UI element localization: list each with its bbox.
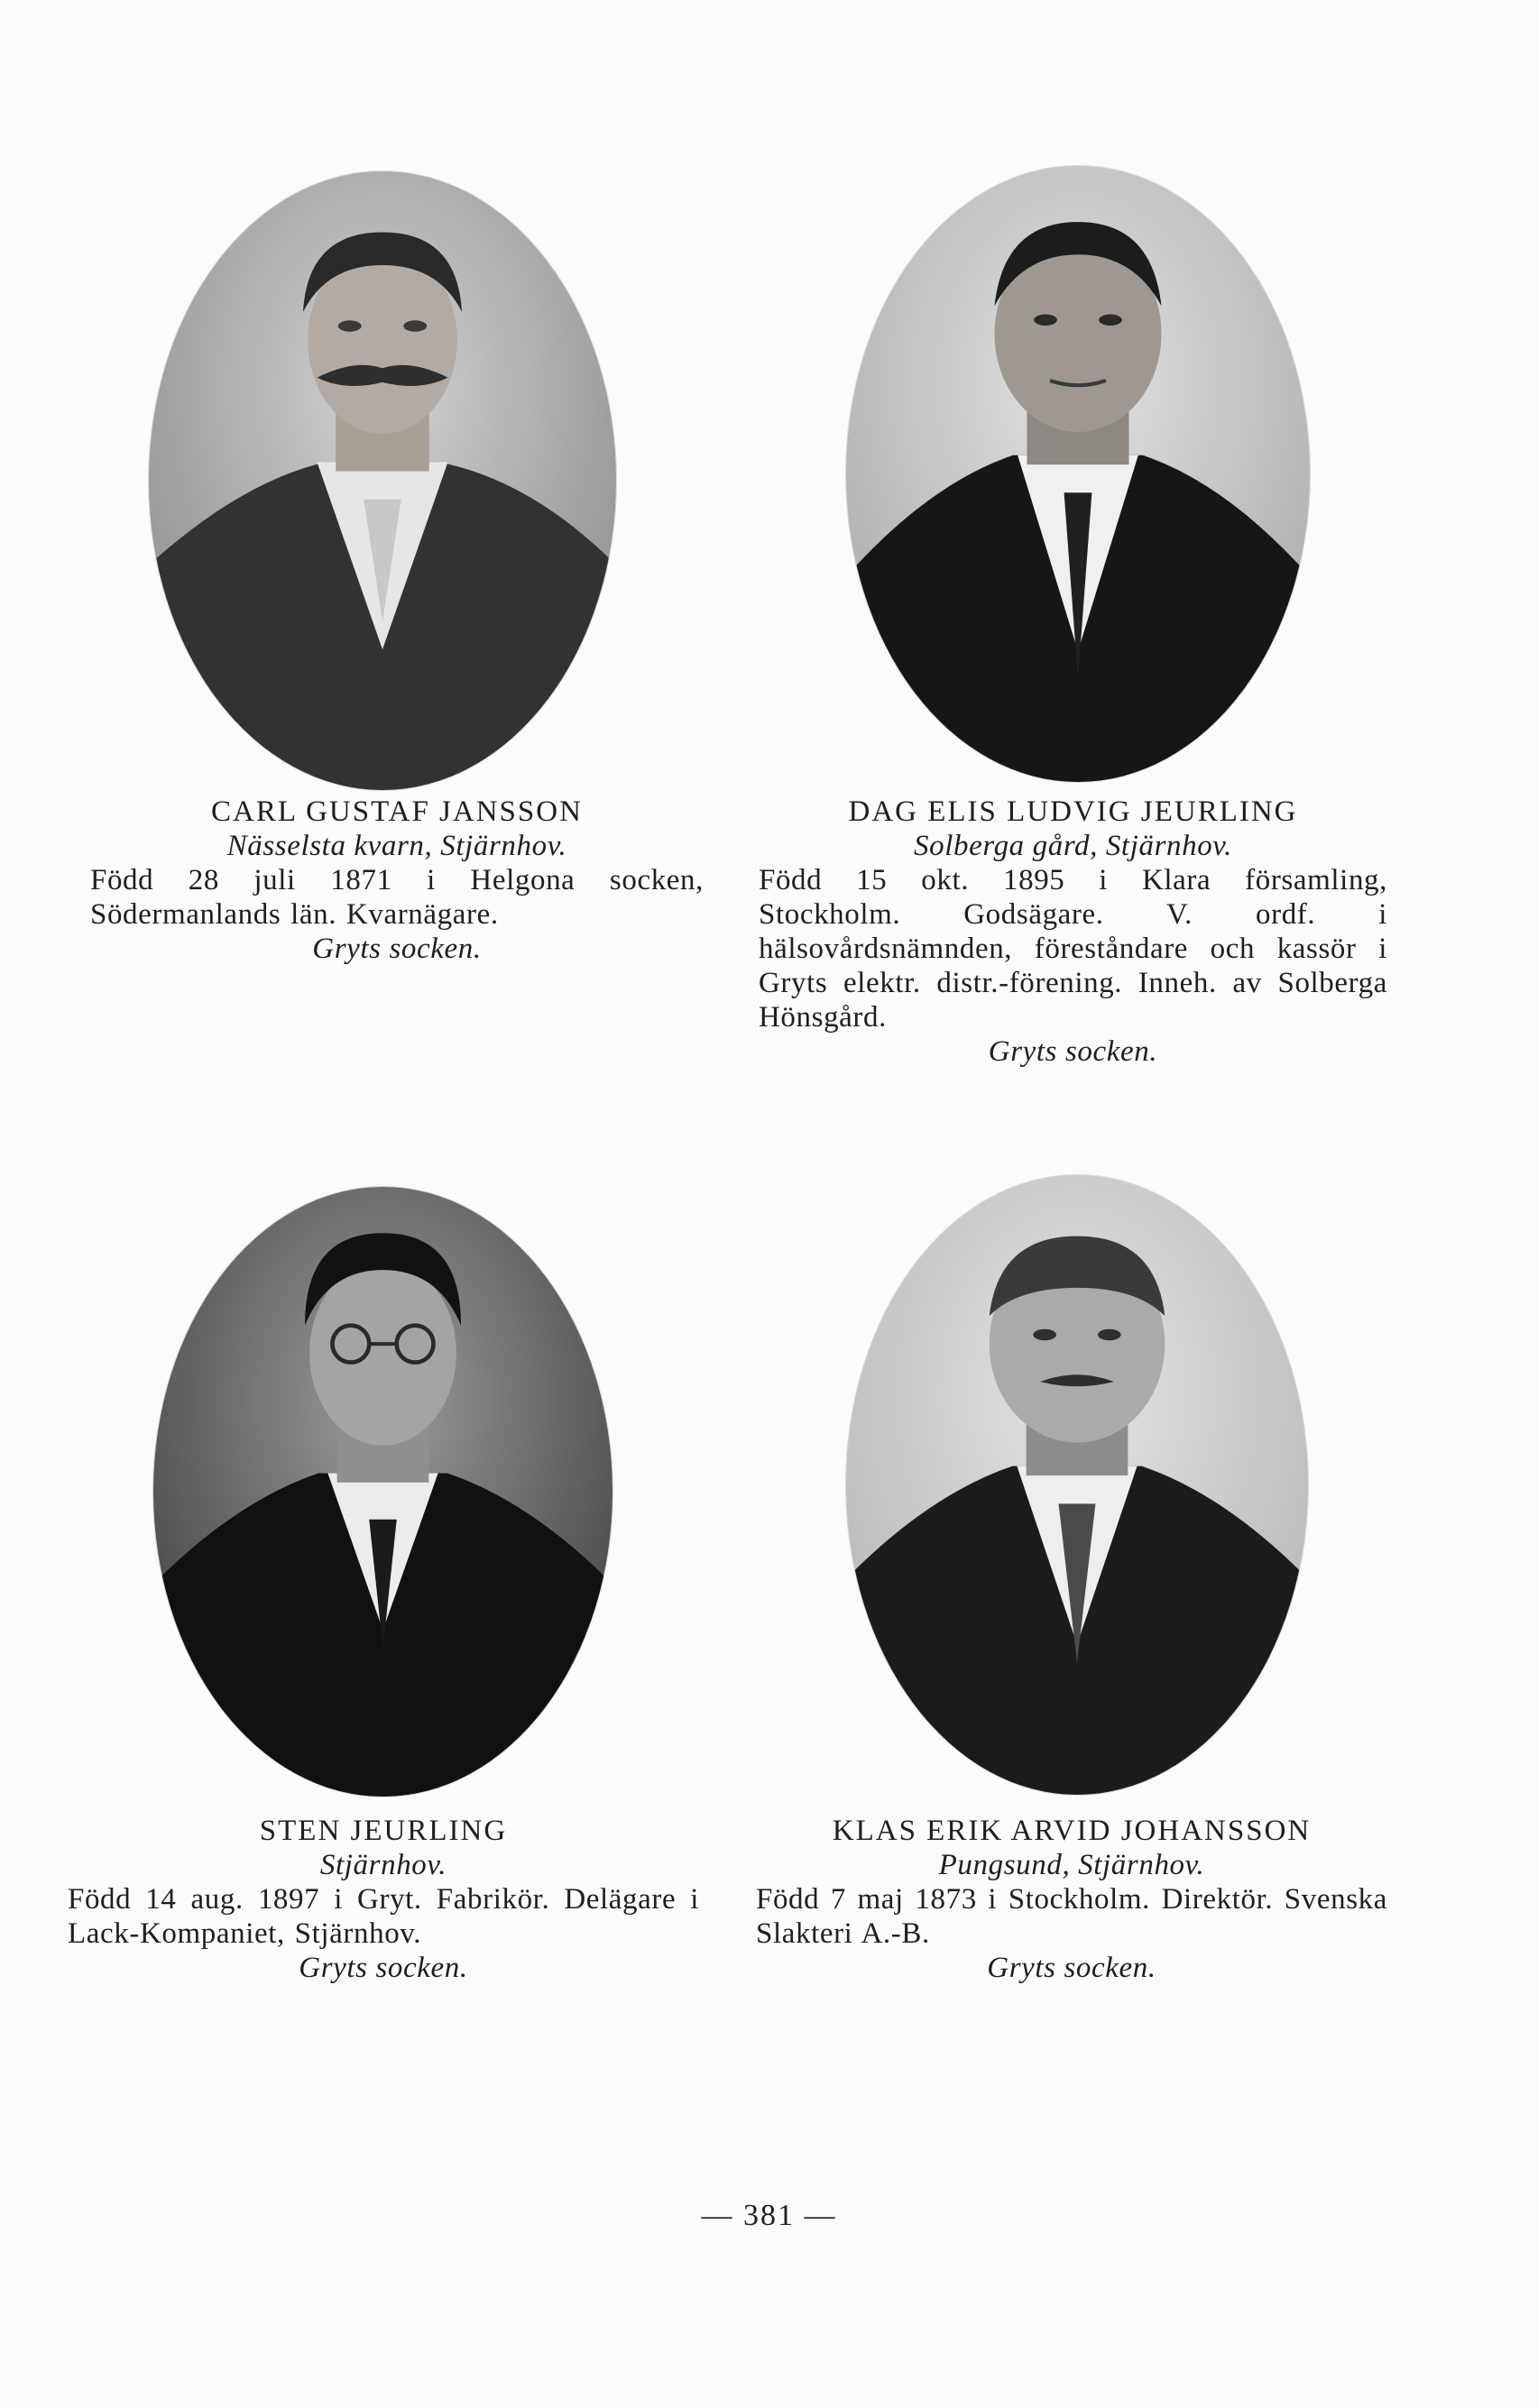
- person-name: CARL GUSTAF JANSSON: [211, 795, 583, 828]
- caption-carl-gustaf-jansson: [90, 795, 704, 966]
- caption-dag-elis-ludvig-jeurling: [759, 795, 1387, 1069]
- person-parish: Gryts socken.: [988, 1035, 1158, 1068]
- portrait-photo: [153, 1187, 612, 1797]
- portrait-klas-erik-arvid-johansson: [846, 1175, 1308, 1795]
- person-residence: Stjärnhov.: [319, 1849, 447, 1881]
- portrait-photo: [846, 166, 1310, 782]
- person-biography: Född 15 okt. 1895 i Klara församling, Stockholm. Godsägare. V. ordf. i hälsovårdsnämnden, föreståndare och kassör i Gryts elektr. distr.-förening. Inneh. av Solberga Hönsgård.: [759, 864, 1387, 1034]
- person-residence: Pungsund, Stjärnhov.: [938, 1849, 1205, 1881]
- person-parish: Gryts socken.: [987, 1952, 1156, 1984]
- person-biography: Född 14 aug. 1897 i Gryt. Fabrikör. Delägare i Lack-Kompaniet, Stjärnhov.: [68, 1883, 699, 1950]
- person-biography: Född 28 juli 1871 i Helgona socken, Södermanlands län. Kvarnägare.: [90, 864, 704, 931]
- portrait-carl-gustaf-jansson: [149, 171, 616, 790]
- page-number: — 381 —: [701, 2199, 837, 2232]
- portrait-dag-elis-ludvig-jeurling: [846, 166, 1310, 782]
- person-residence: Nässelsta kvarn, Stjärnhov.: [226, 830, 567, 862]
- person-name: DAG ELIS LUDVIG JEURLING: [848, 795, 1298, 828]
- portrait-sten-jeurling: [153, 1187, 612, 1797]
- caption-klas-erik-arvid-johansson: [756, 1814, 1387, 1985]
- person-parish: Gryts socken.: [312, 933, 482, 965]
- person-name: STEN JEURLING: [259, 1815, 508, 1847]
- person-residence: Solberga gård, Stjärnhov.: [914, 830, 1232, 862]
- person-parish: Gryts socken.: [299, 1952, 468, 1984]
- person-biography: Född 7 maj 1873 i Stockholm. Direktör. Svenska Slakteri A.-B.: [756, 1883, 1387, 1950]
- portrait-photo: [149, 171, 616, 790]
- person-name: KLAS ERIK ARVID JOHANSSON: [832, 1815, 1312, 1847]
- caption-sten-jeurling: [68, 1814, 699, 1985]
- portrait-photo: [846, 1175, 1308, 1795]
